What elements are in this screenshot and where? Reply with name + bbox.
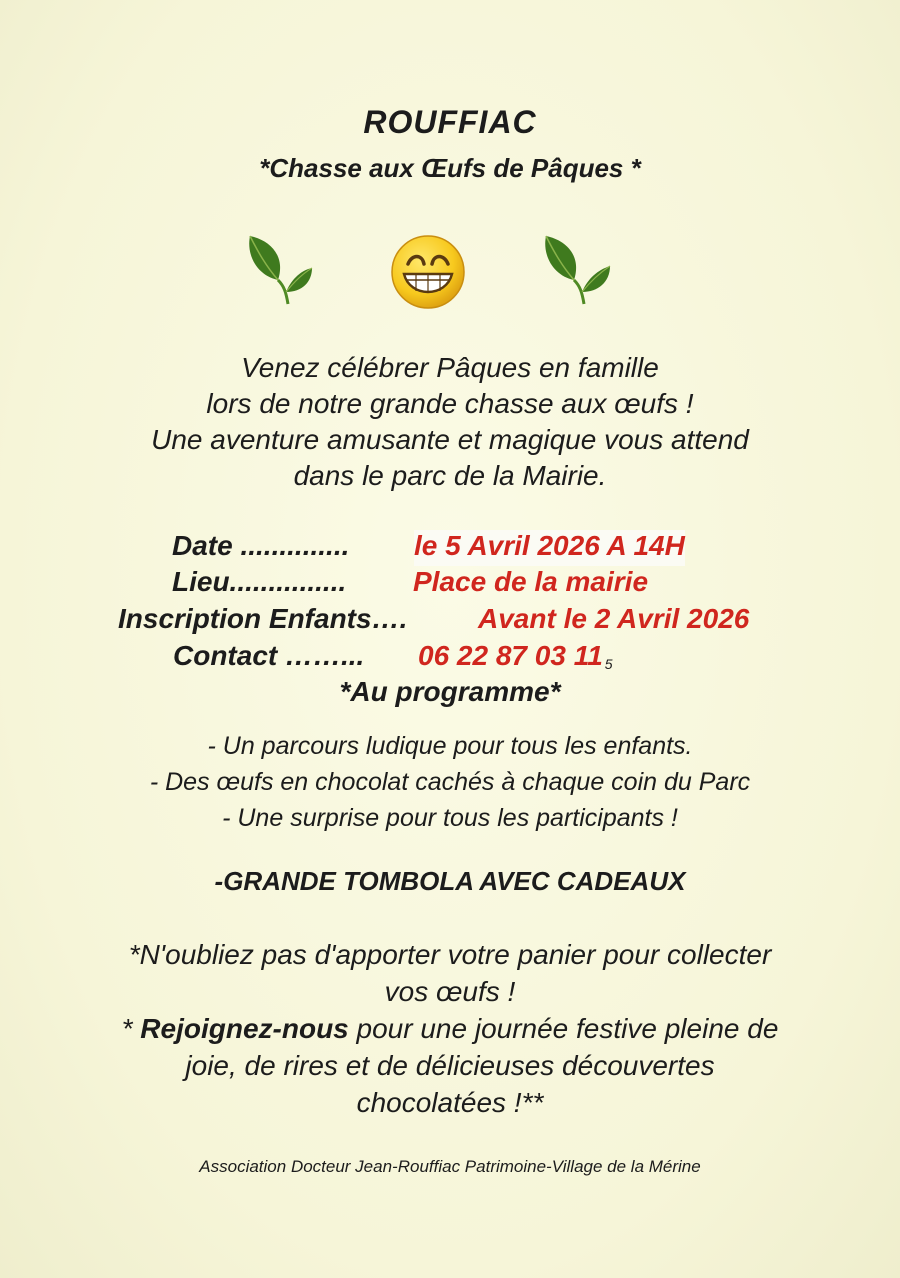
- association-footer: Association Docteur Jean-Rouffiac Patrimoine-Village de la Mérine: [199, 1157, 701, 1176]
- intro-line: Une aventure amusante et magique vous attend: [151, 424, 749, 455]
- closing-line: chocolatées !**: [356, 1087, 544, 1118]
- contact-row: [173, 640, 364, 676]
- page-subtitle: *Chasse aux Œufs de Pâques *: [259, 153, 641, 183]
- programme-list: [0, 728, 900, 836]
- intro-line: Venez célébrer Pâques en famille: [241, 352, 659, 383]
- closing-prefix: *: [121, 1013, 141, 1044]
- lieu-row: [172, 566, 346, 602]
- contact-value-wrap: [418, 640, 613, 676]
- date-row: [172, 530, 349, 566]
- leaf-icon: [540, 232, 620, 312]
- date-label: Date ..............: [172, 530, 350, 561]
- contact-suffix: 5: [604, 656, 613, 672]
- closing-line: joie, de rires et de délicieuses découvertes: [185, 1050, 715, 1081]
- lieu-value: Place de la mairie: [413, 566, 649, 597]
- closing-rest: pour une journée festive pleine de: [348, 1013, 779, 1044]
- lieu-label: Lieu...............: [172, 566, 347, 597]
- programme-title: *Au programme*: [339, 676, 561, 707]
- closing-text: [0, 936, 900, 1121]
- inscription-label: Inscription Enfants….: [118, 603, 408, 634]
- grinning-smiley-icon: [390, 234, 466, 310]
- closing-line: *N'oubliez pas d'apporter votre panier pour collecter: [128, 939, 772, 970]
- programme-item: - Un parcours ludique pour tous les enfants.: [207, 732, 693, 760]
- contact-label: Contact ……...: [173, 640, 365, 671]
- inscription-value: Avant le 2 Avril 2026: [478, 603, 750, 634]
- date-value: le 5 Avril 2026 A 14H: [414, 530, 685, 566]
- programme-item: - Des œufs en chocolat cachés à chaque coin du Parc: [149, 768, 751, 796]
- rejoignez-nous-bold: Rejoignez-nous: [140, 1013, 349, 1044]
- programme-item: - Une surprise pour tous les participants !: [222, 804, 678, 832]
- tombola-heading: -GRANDE TOMBOLA AVEC CADEAUX: [214, 866, 686, 896]
- page-title: ROUFFIAC: [363, 104, 537, 140]
- contact-value: 06 22 87 03 11: [418, 640, 603, 671]
- closing-line: [0, 1010, 900, 1047]
- intro-line: lors de notre grande chasse aux œufs !: [206, 388, 694, 419]
- intro-text: [0, 350, 900, 494]
- intro-line: dans le parc de la Mairie.: [293, 460, 607, 491]
- inscription-row: [118, 603, 407, 639]
- closing-line: vos œufs !: [384, 976, 516, 1007]
- leaf-icon: [240, 232, 320, 312]
